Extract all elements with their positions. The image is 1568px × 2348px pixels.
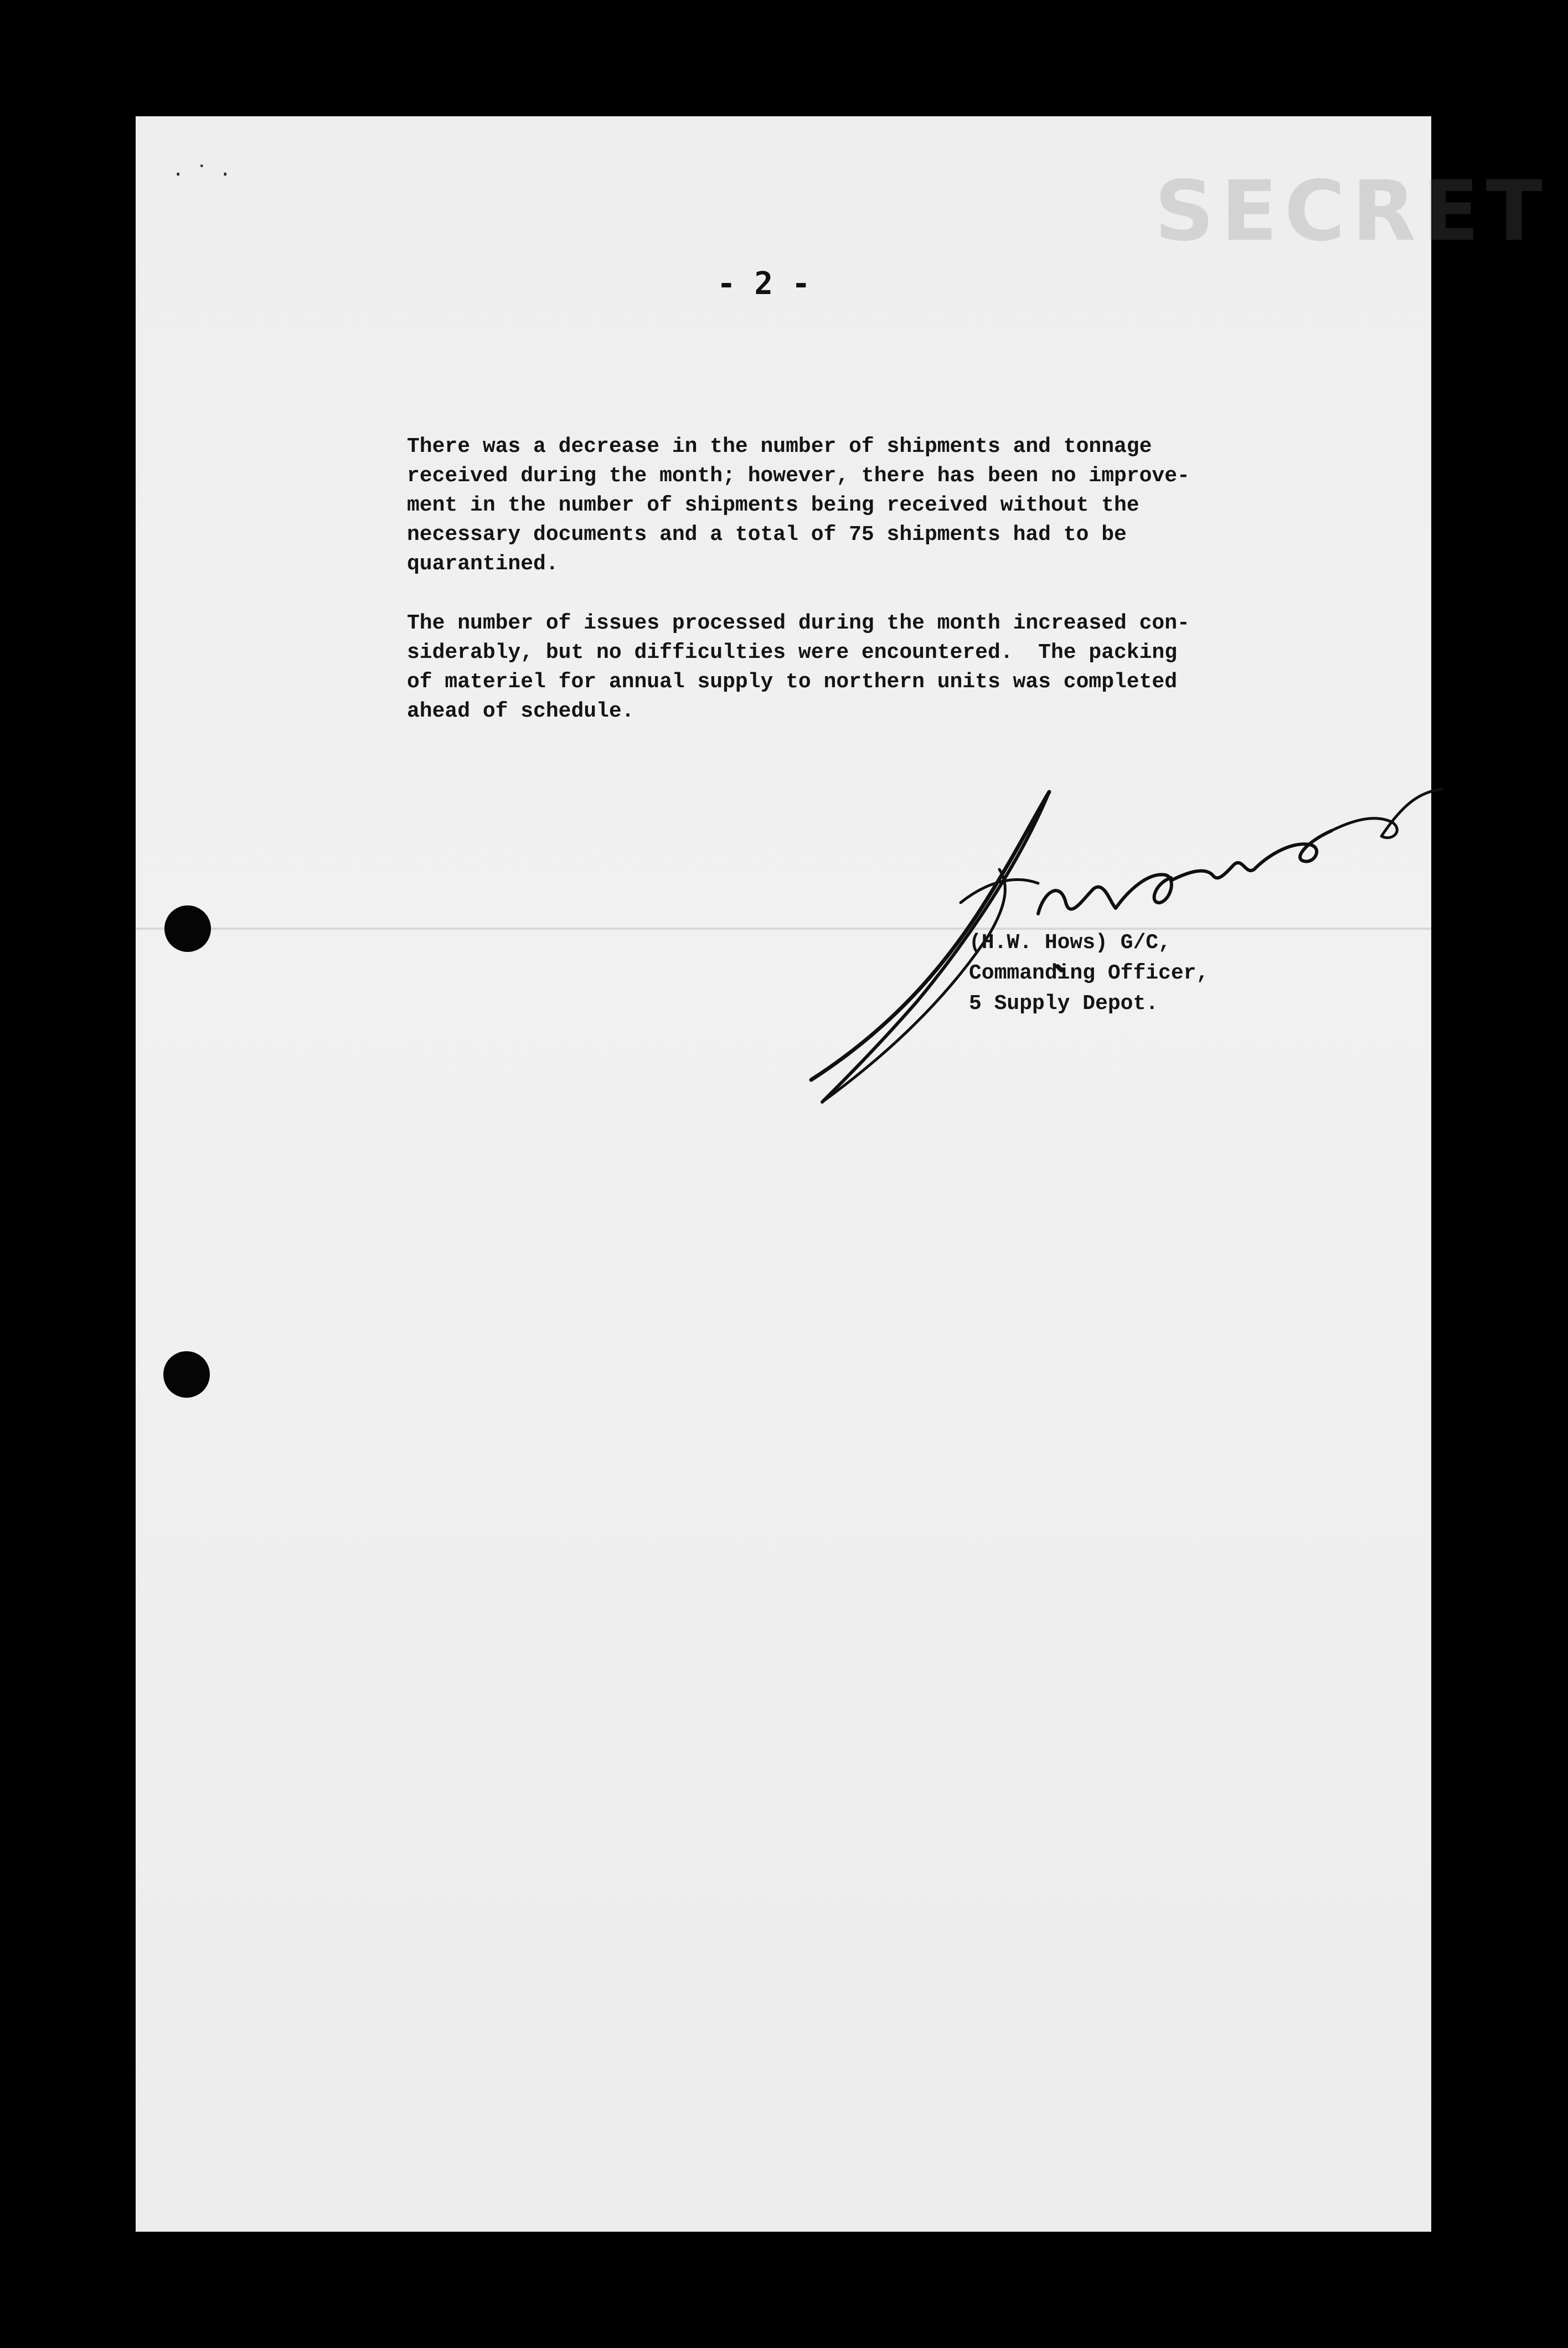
signatory-title: Commanding Officer, [969, 961, 1209, 985]
signature-block [969, 928, 1209, 1019]
punch-hole-top [164, 905, 211, 952]
document-page [136, 116, 1549, 2232]
text-line: The number of issues processed during the month increased con- [407, 611, 1190, 635]
text-line: of materiel for annual supply to northern units was completed [407, 670, 1178, 694]
secret-stamp: SECRET [1154, 163, 1549, 260]
text-line: There was a decrease in the number of shipments and tonnage [407, 435, 1152, 459]
text-line: siderably, but no difficulties were encountered. The packing [407, 641, 1178, 665]
paragraph-2 [407, 609, 1321, 726]
page-number: - 2 - [717, 266, 811, 302]
text-line: ment in the number of shipments being received without the [407, 493, 1139, 517]
paragraph-1 [407, 432, 1321, 579]
text-line: received during the month; however, there has been no improve- [407, 464, 1190, 488]
body-text [407, 432, 1321, 756]
text-line: quarantined. [407, 552, 559, 576]
text-line: necessary documents and a total of 75 shipments had to be [407, 523, 1127, 547]
punch-hole-bottom [163, 1351, 210, 1398]
ink-specks: · ˙ · [174, 161, 233, 188]
signatory-unit: 5 Supply Depot. [969, 992, 1159, 1016]
text-line: ahead of schedule. [407, 699, 635, 723]
signatory-name: (H.W. Hows) G/C, [969, 931, 1171, 955]
